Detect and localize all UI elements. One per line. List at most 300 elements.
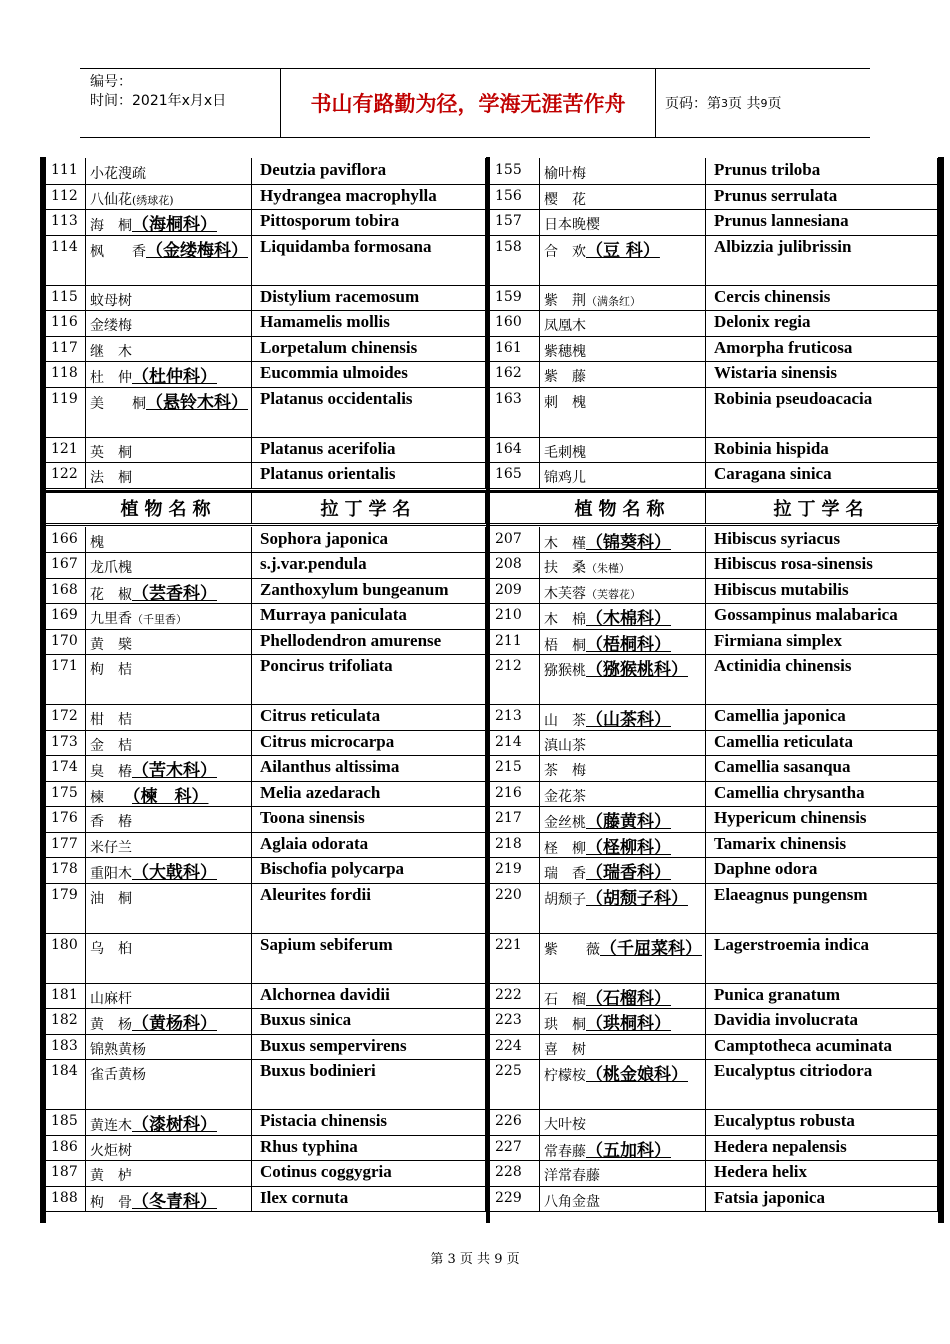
left-chinese-name — [86, 1160, 252, 1186]
right-chinese-name — [540, 158, 706, 184]
plant-name: 猕猴桃 — [544, 663, 586, 679]
plant-name: 瑞 香 — [544, 866, 586, 882]
left-row-number: 180 — [46, 933, 86, 983]
family-name: （漆树科） — [132, 1115, 217, 1135]
left-row-number: 168 — [46, 578, 86, 604]
left-latin-name: Lorpetalum chinensis — [252, 336, 486, 362]
right-latin-name: Prunus triloba — [706, 158, 938, 184]
right-latin-name: Actinidia chinensis — [706, 654, 938, 704]
right-row-number: 161 — [490, 336, 540, 362]
table-row — [46, 857, 938, 884]
left-row-number: 121 — [46, 437, 86, 463]
left-chinese-name — [86, 235, 252, 285]
left-chinese-name — [86, 462, 252, 488]
plant-name: 凤凰木 — [544, 318, 586, 334]
table-row — [46, 704, 938, 731]
column-header-row — [46, 490, 938, 526]
right-chinese-name — [540, 1160, 706, 1186]
plant-name: 大叶桉 — [544, 1117, 586, 1133]
plant-name: 小花溲疏 — [90, 166, 146, 182]
family-name: （猕猴桃科） — [586, 660, 688, 680]
left-chinese-name — [86, 1008, 252, 1034]
table-right-border — [938, 157, 944, 1223]
right-chinese-name — [540, 1008, 706, 1034]
left-latin-name: Buxus bodinieri — [252, 1059, 486, 1109]
left-latin-name: Ilex cornuta — [252, 1186, 486, 1212]
right-latin-name: Delonix regia — [706, 310, 938, 336]
right-latin-name: Gossampinus malabarica — [706, 603, 938, 629]
right-latin-name: Firmiana simplex — [706, 629, 938, 655]
left-chinese-name — [86, 654, 252, 704]
plant-name: 继 木 — [90, 343, 132, 360]
left-latin-name: Pittosporum tobira — [252, 209, 486, 235]
family-name: （梧桐科） — [586, 634, 671, 654]
plant-name: 紫 薇 — [544, 941, 600, 958]
plant-name: 槐 — [90, 534, 104, 551]
family-name: （瑞香科） — [586, 863, 671, 883]
motto: 书山有路勤为径，学海无涯苦作舟 — [310, 92, 626, 116]
left-row-number: 184 — [46, 1059, 86, 1109]
plant-name: 油 桐 — [90, 890, 132, 907]
table-row — [46, 184, 938, 211]
right-chinese-name — [540, 1059, 706, 1109]
right-row-number: 210 — [490, 603, 540, 629]
right-chinese-name — [540, 603, 706, 629]
right-row-number: 213 — [490, 704, 540, 730]
plant-name: 喜 树 — [544, 1041, 586, 1058]
left-chinese-name — [86, 704, 252, 730]
plant-name: 枫 香 — [90, 243, 146, 260]
family-name: （芸香科） — [132, 583, 217, 603]
right-row-number: 229 — [490, 1186, 540, 1212]
left-row-number: 118 — [46, 361, 86, 387]
table-row — [46, 1109, 938, 1136]
header-chinese-name: 植物名称 — [540, 493, 706, 523]
left-row-number: 182 — [46, 1008, 86, 1034]
table-row — [46, 933, 938, 984]
header-latin-name: 拉丁学名 — [706, 493, 938, 523]
left-chinese-name — [86, 361, 252, 387]
table-row — [46, 578, 938, 605]
table-row — [46, 629, 938, 656]
right-chinese-name — [540, 552, 706, 578]
left-latin-name: Rhus typhina — [252, 1135, 486, 1161]
table-row — [46, 832, 938, 859]
alt-name: （千里香） — [132, 613, 187, 626]
plant-name: 石 榴 — [544, 991, 586, 1008]
left-chinese-name — [86, 983, 252, 1009]
right-latin-name: Robinia hispida — [706, 437, 938, 463]
family-name: （山茶科） — [586, 710, 671, 730]
plant-name: 木芙蓉 — [544, 585, 586, 602]
left-latin-name: Poncirus trifoliata — [252, 654, 486, 704]
table-row — [46, 1186, 938, 1213]
left-chinese-name — [86, 1059, 252, 1109]
plant-name: 扶 桑 — [544, 560, 586, 576]
left-row-number: 115 — [46, 285, 86, 311]
plant-name: 柽 柳 — [544, 840, 586, 857]
family-name: （胡颓子科） — [586, 888, 688, 909]
right-latin-name: Prunus serrulata — [706, 184, 938, 210]
right-latin-name: Lagerstroemia indica — [706, 933, 938, 983]
plant-name: 美 桐 — [90, 395, 146, 412]
plant-name: 雀舌黄杨 — [90, 1067, 146, 1083]
table-row — [46, 437, 938, 464]
table-row — [46, 755, 938, 782]
right-chinese-name — [540, 235, 706, 285]
right-row-number: 223 — [490, 1008, 540, 1034]
table-row — [46, 158, 938, 185]
plant-name: 金丝桃 — [544, 815, 586, 831]
table-row — [46, 1160, 938, 1187]
table-row — [46, 235, 938, 286]
right-row-number: 212 — [490, 654, 540, 704]
plant-name: 花 椒 — [90, 586, 132, 603]
left-row-number: 172 — [46, 704, 86, 730]
left-latin-name: Bischofia polycarpa — [252, 857, 486, 883]
alt-name: (绣球花) — [132, 193, 174, 207]
right-chinese-name — [540, 285, 706, 311]
alt-name: （满条红） — [586, 294, 641, 308]
plant-name: 锦鸡儿 — [544, 470, 586, 486]
left-row-number: 185 — [46, 1109, 86, 1135]
right-latin-name: Caragana sinica — [706, 462, 938, 488]
table-row — [46, 1059, 938, 1110]
right-row-number: 209 — [490, 578, 540, 604]
left-chinese-name — [86, 387, 252, 437]
right-chinese-name — [540, 654, 706, 704]
left-row-number: 111 — [46, 158, 86, 184]
right-row-number: 158 — [490, 235, 540, 285]
plant-name: 黄 檗 — [90, 636, 132, 653]
page-footer: 第 3 页 共 9 页 — [430, 1252, 520, 1267]
left-latin-name: Phellodendron amurense — [252, 629, 486, 655]
plant-name: 紫 藤 — [544, 369, 586, 385]
date-label: 时间：2021年x月x日 — [90, 93, 227, 109]
left-row-number: 183 — [46, 1034, 86, 1060]
plant-name: 重阳木 — [90, 866, 132, 882]
family-name: （五加科） — [586, 1140, 671, 1160]
left-latin-name: s.j.var.pendula — [252, 552, 486, 578]
left-latin-name: Deutzia paviflora — [252, 158, 486, 184]
right-latin-name: Camellia sasanqua — [706, 755, 938, 781]
right-row-number: 160 — [490, 310, 540, 336]
left-chinese-name — [86, 1034, 252, 1060]
header-chinese-name: 植物名称 — [86, 493, 252, 523]
family-name: （锦葵科） — [586, 532, 671, 552]
right-row-number: 214 — [490, 730, 540, 756]
right-latin-name: Elaeagnus pungensm — [706, 883, 938, 933]
left-row-number: 166 — [46, 527, 86, 553]
plant-name: 珙 桐 — [544, 1017, 586, 1033]
left-row-number: 174 — [46, 755, 86, 781]
left-chinese-name — [86, 184, 252, 210]
right-latin-name: Camellia chrysantha — [706, 781, 938, 807]
page-header — [80, 68, 870, 138]
left-chinese-name — [86, 857, 252, 883]
left-row-number: 171 — [46, 654, 86, 704]
plant-name: 锦熟黄杨 — [90, 1041, 146, 1058]
right-chinese-name — [540, 1034, 706, 1060]
right-row-number: 228 — [490, 1160, 540, 1186]
table-row — [46, 1034, 938, 1061]
plant-name: 黄连木 — [90, 1118, 132, 1134]
family-name: （冬青科） — [132, 1191, 217, 1211]
alt-name: （朱槿） — [586, 562, 630, 575]
family-name: （海桐科） — [132, 215, 217, 235]
right-row-number: 216 — [490, 781, 540, 807]
plant-name: 榆叶梅 — [544, 166, 586, 182]
right-row-number: 224 — [490, 1034, 540, 1060]
right-latin-name: Hibiscus mutabilis — [706, 578, 938, 604]
right-latin-name: Robinia pseudoacacia — [706, 387, 938, 437]
left-latin-name: Sapium sebiferum — [252, 933, 486, 983]
right-chinese-name — [540, 629, 706, 655]
left-chinese-name — [86, 1135, 252, 1161]
left-latin-name: Hydrangea macrophylla — [252, 184, 486, 210]
right-latin-name: Wistaria sinensis — [706, 361, 938, 387]
plant-name: 日本晚樱 — [544, 217, 600, 233]
right-latin-name: Prunus lannesiana — [706, 209, 938, 235]
left-chinese-name — [86, 437, 252, 463]
right-row-number: 159 — [490, 285, 540, 311]
plant-name: 梧 桐 — [544, 637, 586, 654]
plant-name: 蚊母树 — [90, 292, 132, 309]
table-row — [46, 1135, 938, 1162]
right-chinese-name — [540, 209, 706, 235]
plant-name: 乌 桕 — [90, 940, 132, 957]
plant-name: 金花茶 — [544, 788, 586, 805]
left-chinese-name — [86, 578, 252, 604]
plant-name: 火炬树 — [90, 1142, 132, 1159]
right-chinese-name — [540, 310, 706, 336]
right-row-number: 162 — [490, 361, 540, 387]
right-chinese-name — [540, 755, 706, 781]
table-row — [46, 310, 938, 337]
right-chinese-name — [540, 1109, 706, 1135]
left-latin-name: Alchornea davidii — [252, 983, 486, 1009]
left-chinese-name — [86, 310, 252, 336]
right-row-number: 222 — [490, 983, 540, 1009]
family-name: （石榴科） — [586, 988, 671, 1008]
right-chinese-name — [540, 527, 706, 553]
left-latin-name: Distylium racemosum — [252, 285, 486, 311]
left-row-number: 188 — [46, 1186, 86, 1212]
right-latin-name: Punica granatum — [706, 983, 938, 1009]
plant-name: 柠檬桉 — [544, 1068, 586, 1084]
header-latin-name: 拉丁学名 — [252, 493, 486, 523]
plant-name: 海 桐 — [90, 218, 132, 234]
plant-name: 金 桔 — [90, 737, 132, 754]
right-row-number: 157 — [490, 209, 540, 235]
left-latin-name: Toona sinensis — [252, 806, 486, 832]
table-row — [46, 806, 938, 833]
right-chinese-name — [540, 781, 706, 807]
left-chinese-name — [86, 781, 252, 807]
left-row-number: 177 — [46, 832, 86, 858]
right-chinese-name — [540, 462, 706, 488]
plant-name: 黄 栌 — [90, 1168, 132, 1184]
left-row-number: 113 — [46, 209, 86, 235]
left-row-number: 112 — [46, 184, 86, 210]
left-latin-name: Buxus sempervirens — [252, 1034, 486, 1060]
page-indicator: 页码：第 3 页 共 9 页 — [665, 96, 782, 112]
plant-name: 臭 椿 — [90, 764, 132, 780]
left-row-number: 117 — [46, 336, 86, 362]
right-chinese-name — [540, 387, 706, 437]
right-row-number: 155 — [490, 158, 540, 184]
left-chinese-name — [86, 933, 252, 983]
plant-name: 米仔兰 — [90, 839, 132, 856]
left-latin-name: Melia azedarach — [252, 781, 486, 807]
right-latin-name: Hibiscus rosa-sinensis — [706, 552, 938, 578]
right-row-number: 225 — [490, 1059, 540, 1109]
left-chinese-name — [86, 1186, 252, 1212]
right-chinese-name — [540, 730, 706, 756]
plant-name: 八角金盘 — [544, 1193, 600, 1210]
right-latin-name: Albizzia julibrissin — [706, 235, 938, 285]
table-row — [46, 654, 938, 705]
plant-name: 枸 桔 — [90, 662, 132, 678]
right-chinese-name — [540, 1186, 706, 1212]
table-row — [46, 552, 938, 579]
plant-name: 杜 仲 — [90, 370, 132, 386]
right-row-number: 220 — [490, 883, 540, 933]
plant-name: 楝 — [90, 789, 132, 806]
left-latin-name: Eucommia ulmoides — [252, 361, 486, 387]
right-row-number: 211 — [490, 629, 540, 655]
left-row-number: 167 — [46, 552, 86, 578]
left-row-number: 116 — [46, 310, 86, 336]
left-latin-name: Platanus acerifolia — [252, 437, 486, 463]
table-row — [46, 285, 938, 312]
table-row — [46, 730, 938, 757]
left-chinese-name — [86, 832, 252, 858]
right-row-number: 207 — [490, 527, 540, 553]
family-name: （大戟科） — [132, 863, 217, 883]
left-latin-name: Aleurites fordii — [252, 883, 486, 933]
table-row — [46, 361, 938, 388]
family-name: （黄杨科） — [132, 1014, 217, 1034]
left-row-number: 122 — [46, 462, 86, 488]
right-chinese-name — [540, 437, 706, 463]
left-row-number: 186 — [46, 1135, 86, 1161]
family-name: （千屈菜科） — [600, 938, 702, 959]
left-latin-name: Platanus occidentalis — [252, 387, 486, 437]
left-row-number: 176 — [46, 806, 86, 832]
right-row-number: 164 — [490, 437, 540, 463]
left-latin-name: Cotinus coggygria — [252, 1160, 486, 1186]
plant-name: 枸 骨 — [90, 1194, 132, 1211]
plant-name: 木 棉 — [544, 612, 586, 628]
left-latin-name: Ailanthus altissima — [252, 755, 486, 781]
right-row-number: 215 — [490, 755, 540, 781]
plant-name: 茶 梅 — [544, 763, 586, 779]
plant-name: 金缕梅 — [90, 318, 132, 334]
plant-name: 紫 荆 — [544, 292, 586, 309]
table-row — [46, 387, 938, 438]
plant-name: 法 桐 — [90, 470, 132, 486]
plant-name: 洋常春藤 — [544, 1168, 600, 1184]
left-latin-name: Sophora japonica — [252, 527, 486, 553]
left-chinese-name — [86, 552, 252, 578]
right-chinese-name — [540, 336, 706, 362]
right-latin-name: Hedera nepalensis — [706, 1135, 938, 1161]
left-latin-name: Platanus orientalis — [252, 462, 486, 488]
header-meta — [90, 73, 226, 111]
left-row-number: 173 — [46, 730, 86, 756]
family-name: （珙桐科） — [586, 1014, 671, 1034]
left-latin-name: Buxus sinica — [252, 1008, 486, 1034]
right-latin-name: Camptotheca acuminata — [706, 1034, 938, 1060]
left-row-number: 187 — [46, 1160, 86, 1186]
left-row-number: 181 — [46, 983, 86, 1009]
family-name: （金缕梅科） — [146, 240, 248, 261]
plant-name: 八仙花 — [90, 191, 132, 208]
left-chinese-name — [86, 1109, 252, 1135]
table-row — [46, 1008, 938, 1035]
right-row-number: 226 — [490, 1109, 540, 1135]
left-chinese-name — [86, 883, 252, 933]
table-row — [46, 781, 938, 808]
plant-name: 常春藤 — [544, 1143, 586, 1160]
table-row — [46, 883, 938, 934]
left-chinese-name — [86, 755, 252, 781]
table-row — [46, 462, 938, 489]
left-latin-name: Citrus microcarpa — [252, 730, 486, 756]
left-row-number: 170 — [46, 629, 86, 655]
plant-name: 胡颓子 — [544, 891, 586, 908]
right-row-number: 163 — [490, 387, 540, 437]
plant-name: 英 桐 — [90, 444, 132, 461]
right-chinese-name — [540, 857, 706, 883]
table-row — [46, 603, 938, 630]
left-row-number: 178 — [46, 857, 86, 883]
plant-name: 刺 槐 — [544, 394, 586, 411]
right-chinese-name — [540, 832, 706, 858]
family-name: （桃金娘科） — [586, 1065, 688, 1085]
right-latin-name: Eucalyptus citriodora — [706, 1059, 938, 1109]
right-row-number: 221 — [490, 933, 540, 983]
left-row-number: 175 — [46, 781, 86, 807]
left-chinese-name — [86, 730, 252, 756]
left-chinese-name — [86, 527, 252, 553]
table-row — [46, 983, 938, 1010]
right-chinese-name — [540, 184, 706, 210]
family-name: （木棉科） — [586, 609, 671, 629]
left-latin-name: Liquidamba formosana — [252, 235, 486, 285]
right-row-number: 208 — [490, 552, 540, 578]
right-latin-name: Davidia involucrata — [706, 1008, 938, 1034]
plant-name: 滇山茶 — [544, 737, 586, 754]
right-chinese-name — [540, 361, 706, 387]
plant-name: 黄 杨 — [90, 1017, 132, 1033]
right-row-number: 217 — [490, 806, 540, 832]
right-latin-name: Cercis chinensis — [706, 285, 938, 311]
right-row-number: 156 — [490, 184, 540, 210]
family-name: （苦木科） — [132, 761, 217, 781]
right-chinese-name — [540, 806, 706, 832]
left-chinese-name — [86, 336, 252, 362]
family-name: （豆 科） — [586, 240, 660, 261]
right-chinese-name — [540, 578, 706, 604]
right-row-number: 227 — [490, 1135, 540, 1161]
right-row-number: 218 — [490, 832, 540, 858]
right-latin-name: Daphne odora — [706, 857, 938, 883]
right-latin-name: Camellia japonica — [706, 704, 938, 730]
right-chinese-name — [540, 933, 706, 983]
right-latin-name: Hibiscus syriacus — [706, 527, 938, 553]
